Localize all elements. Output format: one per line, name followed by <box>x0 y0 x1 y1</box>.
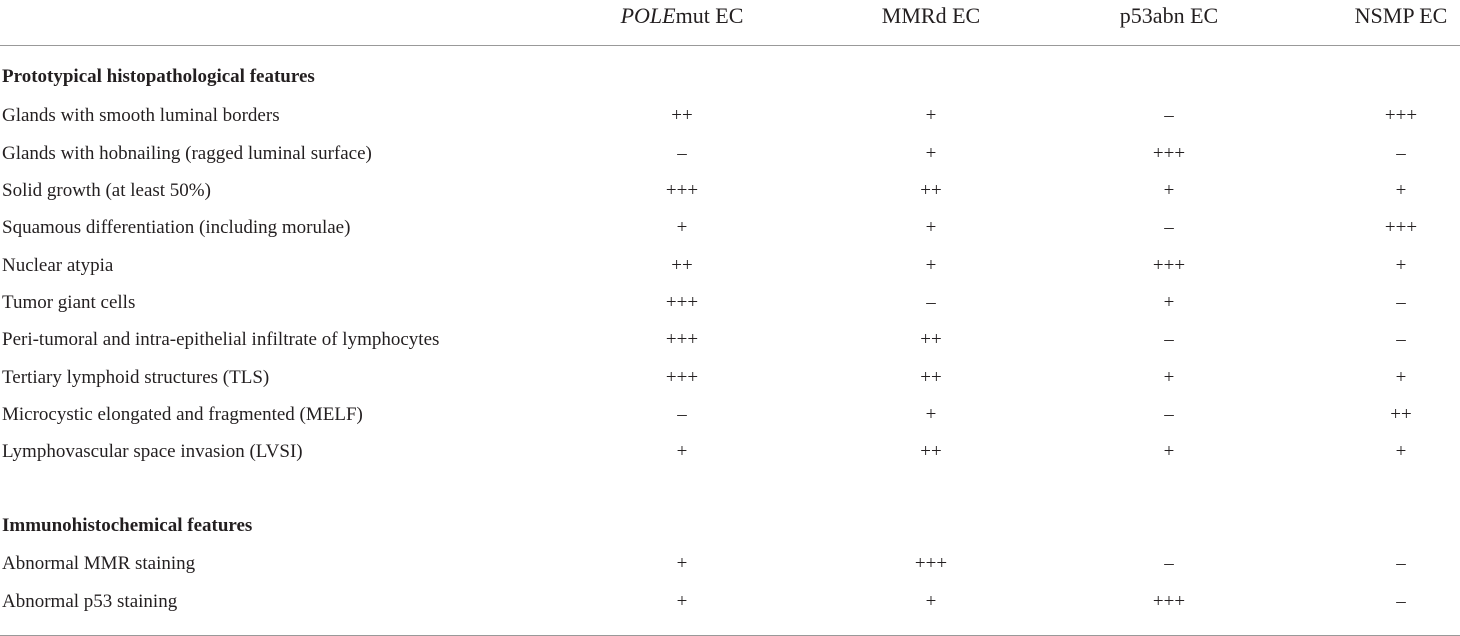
cell-nsmp: +++ <box>1384 105 1418 126</box>
row-label: Tertiary lymphoid structures (TLS) <box>2 367 270 388</box>
cell-mmrd: ++ <box>920 441 942 462</box>
cell-polemut: – <box>677 404 687 425</box>
cell-mmrd: ++ <box>920 180 942 201</box>
cell-nsmp: +++ <box>1384 217 1418 238</box>
cell-p53abn: + <box>1163 292 1175 313</box>
cell-p53abn: + <box>1163 367 1175 388</box>
cell-nsmp: – <box>1396 143 1406 164</box>
row-label: Tumor giant cells <box>2 292 136 313</box>
row-label: Glands with smooth luminal borders <box>2 105 280 126</box>
cell-polemut: +++ <box>665 367 699 388</box>
cell-polemut: +++ <box>665 329 699 350</box>
cell-p53abn: – <box>1164 404 1174 425</box>
cell-nsmp: + <box>1395 441 1407 462</box>
cell-mmrd: + <box>925 404 937 425</box>
cell-polemut: + <box>676 591 688 612</box>
cell-polemut: – <box>677 143 687 164</box>
cell-mmrd: ++ <box>920 329 942 350</box>
column-header-p53abn: p53abn EC <box>1119 3 1219 28</box>
cell-mmrd: + <box>925 591 937 612</box>
cell-nsmp: + <box>1395 255 1407 276</box>
section-title-immunohistochemical: Immunohistochemical features <box>2 515 253 536</box>
cell-p53abn: +++ <box>1152 143 1186 164</box>
cell-mmrd: + <box>925 217 937 238</box>
cell-mmrd: ++ <box>920 367 942 388</box>
cell-nsmp: + <box>1395 367 1407 388</box>
row-label: Abnormal MMR staining <box>2 553 196 574</box>
cell-polemut: ++ <box>671 105 693 126</box>
cell-mmrd: – <box>926 292 936 313</box>
column-header-polemut-italic: POLE <box>620 3 676 28</box>
table-top-rule <box>0 45 1460 46</box>
cell-nsmp: ++ <box>1390 404 1412 425</box>
row-label: Glands with hobnailing (ragged luminal surface) <box>2 143 372 164</box>
cell-mmrd: + <box>925 255 937 276</box>
row-label: Peri-tumoral and intra-epithelial infiltrate of lymphocytes <box>2 329 440 350</box>
column-header-polemut-rest: mut EC <box>675 3 744 28</box>
cell-p53abn: + <box>1163 180 1175 201</box>
cell-nsmp: – <box>1396 553 1406 574</box>
row-label: Nuclear atypia <box>2 255 114 276</box>
cell-nsmp: – <box>1396 591 1406 612</box>
cell-mmrd: +++ <box>914 553 948 574</box>
cell-p53abn: – <box>1164 553 1174 574</box>
column-header-polemut <box>621 3 744 29</box>
cell-polemut: +++ <box>665 292 699 313</box>
cell-polemut: + <box>676 553 688 574</box>
cell-nsmp: – <box>1396 292 1406 313</box>
cell-mmrd: + <box>925 143 937 164</box>
row-label: Squamous differentiation (including morulae) <box>2 217 351 238</box>
cell-polemut: +++ <box>665 180 699 201</box>
cell-p53abn: – <box>1164 105 1174 126</box>
row-label: Lymphovascular space invasion (LVSI) <box>2 441 303 462</box>
column-header-nsmp: NSMP EC <box>1354 3 1448 28</box>
cell-mmrd: + <box>925 105 937 126</box>
cell-nsmp: – <box>1396 329 1406 350</box>
section-title-histopathological: Prototypical histopathological features <box>2 66 315 87</box>
cell-p53abn: – <box>1164 329 1174 350</box>
cell-polemut: + <box>676 217 688 238</box>
cell-p53abn: +++ <box>1152 255 1186 276</box>
cell-polemut: + <box>676 441 688 462</box>
cell-polemut: ++ <box>671 255 693 276</box>
cell-p53abn: – <box>1164 217 1174 238</box>
row-label: Microcystic elongated and fragmented (MELF) <box>2 404 363 425</box>
cell-p53abn: + <box>1163 441 1175 462</box>
row-label: Solid growth (at least 50%) <box>2 180 211 201</box>
row-label: Abnormal p53 staining <box>2 591 178 612</box>
cell-p53abn: +++ <box>1152 591 1186 612</box>
column-header-mmrd: MMRd EC <box>881 3 981 28</box>
cell-nsmp: + <box>1395 180 1407 201</box>
